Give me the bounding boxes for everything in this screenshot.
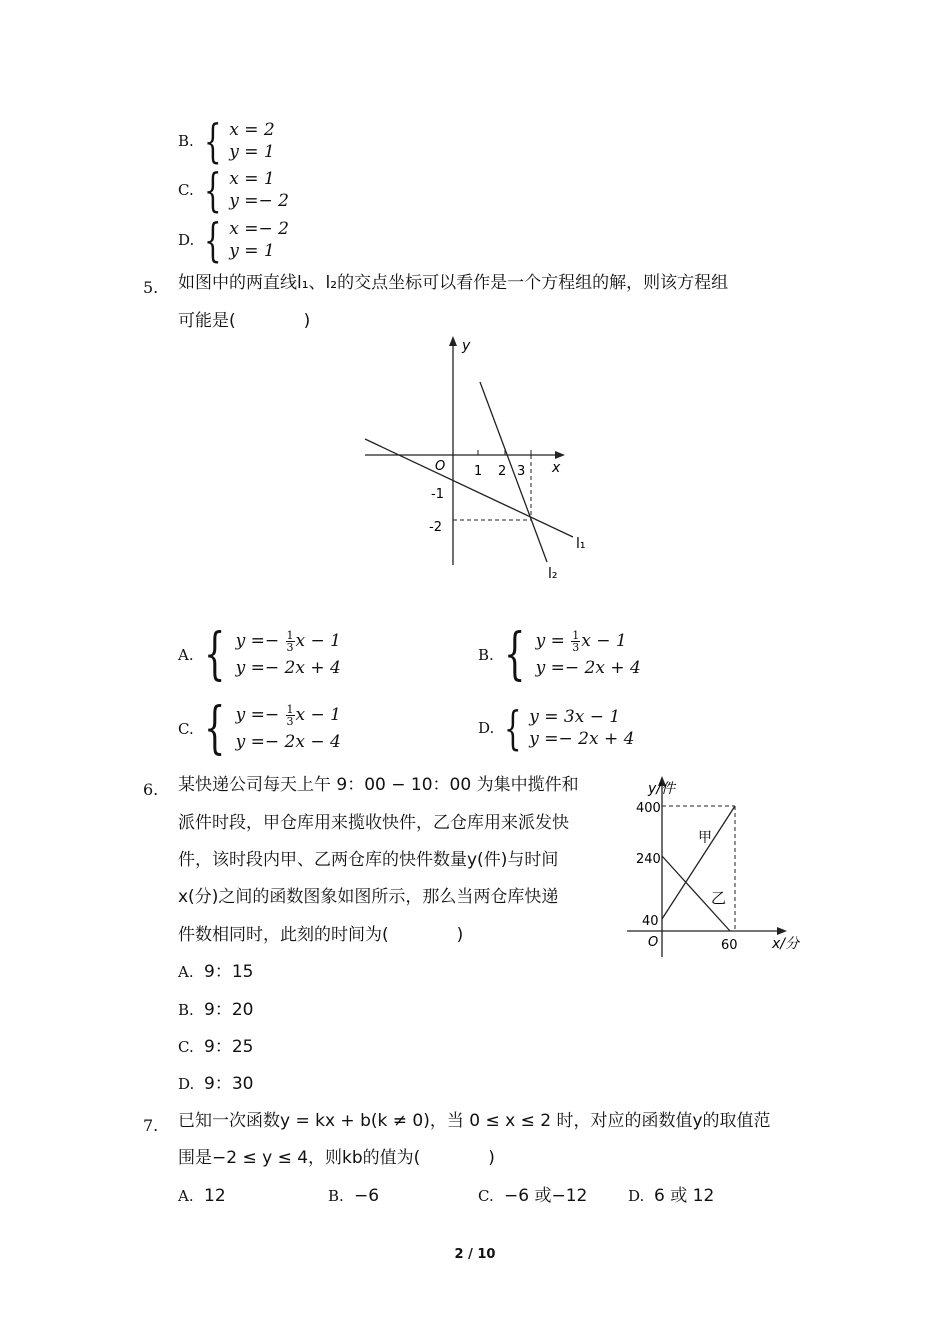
q5-b-line1-pre: y = <box>535 631 571 651</box>
q7-option-b-value: −6 <box>354 1186 380 1206</box>
q7-option-b-label: B. <box>328 1187 344 1205</box>
q4-option-b <box>178 114 275 168</box>
q5-option-a <box>178 622 342 687</box>
frac-den: 3 <box>286 641 294 654</box>
fraction <box>571 630 580 653</box>
q5-ytick-2: -2 <box>429 520 442 535</box>
q5-a-line2: y =− 2x + 4 <box>235 658 341 678</box>
q6-option-b-label: B. <box>178 1001 194 1019</box>
brace: { <box>204 213 222 267</box>
q6-line-1: 某快递公司每天上午 9：00 − 10：00 为集中揽件和 <box>178 775 579 795</box>
brace: { <box>504 622 526 687</box>
frac-num: 1 <box>286 629 294 642</box>
q4-option-c <box>178 163 289 217</box>
page-number: 2 / 10 <box>454 1247 496 1262</box>
q5-c-line1-post: x − 1 <box>295 705 342 725</box>
q5-c-line2: y =− 2x − 4 <box>235 732 341 752</box>
q5-xtick-2: 2 <box>498 464 507 479</box>
q7-line2: 围是−2 ≤ y ≤ 4，则kb的值为( ) <box>178 1148 495 1168</box>
q6-option-d-value: 9：30 <box>204 1074 254 1094</box>
q6-option-b-value: 9：20 <box>204 1000 254 1020</box>
q5-origin: O <box>435 459 446 474</box>
brace: { <box>204 622 226 687</box>
brace: { <box>204 696 226 761</box>
q4-option-b-label: B. <box>178 132 194 150</box>
q4-b-line1: x = 2 <box>229 120 275 140</box>
q7-option-b <box>328 1181 379 1211</box>
q6-ytick-240: 240 <box>636 852 661 867</box>
q5-line2-label: l₂ <box>548 566 558 582</box>
q6-ytick-400: 400 <box>636 801 661 816</box>
q5-text-line1: 如图中的两直线l₁、l₂的交点坐标可以看作是一个方程组的解，则该方程组 <box>178 273 729 293</box>
q5-option-c <box>178 696 342 761</box>
q6-graph <box>622 772 812 962</box>
q6-option-a-value: 9：15 <box>204 962 254 982</box>
brace: { <box>204 163 222 217</box>
q4-b-line2: y = 1 <box>229 142 275 162</box>
q4-d-line1: x =− 2 <box>229 219 289 239</box>
q5-text-line2: 可能是( ) <box>178 311 311 331</box>
q6-line-jia-label: 甲 <box>698 830 712 846</box>
q4-c-line1: x = 1 <box>229 169 275 189</box>
q6-option-a-label: A. <box>178 963 194 981</box>
fraction <box>286 704 295 727</box>
q5-y-label: y <box>462 338 471 354</box>
q6-line-3: 件，该时段内甲、乙两仓库的快件数量y(件)与时间 <box>178 850 559 870</box>
q5-option-d-label: D. <box>478 719 495 737</box>
q6-x-label: x/分 <box>772 936 800 952</box>
q6-option-d-label: D. <box>178 1075 195 1093</box>
q5-a-line1-pre: y =− <box>235 631 285 651</box>
q4-d-line2: y = 1 <box>229 241 275 261</box>
q5-option-b <box>478 622 641 687</box>
q5-number: 5. <box>143 278 159 297</box>
q7-option-c-label: C. <box>478 1187 494 1205</box>
q7-option-c-value: −6 或−12 <box>504 1186 588 1206</box>
q7-option-a <box>178 1181 226 1211</box>
q6-option-c-label: C. <box>178 1038 194 1056</box>
q5-a-line1-post: x − 1 <box>295 631 342 651</box>
q7-option-a-label: A. <box>178 1187 194 1205</box>
q5-option-c-label: C. <box>178 720 194 738</box>
q6-xtick-60: 60 <box>721 938 738 953</box>
q6-line-5: 件数相同时，此刻的时间为( ) <box>178 925 464 945</box>
frac-num: 1 <box>286 703 294 716</box>
q4-c-line2: y =− 2 <box>229 191 289 211</box>
q5-ytick-1: -1 <box>431 487 444 502</box>
q5-xtick-3: 3 <box>517 464 526 479</box>
q6-line-yi-label: 乙 <box>711 889 727 907</box>
fraction <box>286 630 295 653</box>
frac-den: 3 <box>286 715 294 728</box>
q5-d-line1: y = 3x − 1 <box>529 707 621 727</box>
q5-xtick-1: 1 <box>474 464 483 479</box>
q7-number: 7. <box>143 1116 159 1135</box>
q4-option-d <box>178 213 289 267</box>
q5-b-line1-post: x − 1 <box>581 631 627 651</box>
q5-x-label: x <box>552 460 561 476</box>
q7-option-d <box>628 1181 714 1211</box>
q5-line1-label: l₁ <box>576 536 586 552</box>
q6-option-c <box>178 1032 253 1062</box>
brace: { <box>204 114 222 168</box>
q6-option-c-value: 9：25 <box>204 1037 254 1057</box>
q4-option-c-label: C. <box>178 181 194 199</box>
q6-line-4: x(分)之间的函数图象如图所示，那么当两仓库快递 <box>178 887 559 907</box>
q5-option-b-label: B. <box>478 646 494 664</box>
q6-number: 6. <box>143 780 159 799</box>
q5-b-line2: y =− 2x + 4 <box>535 658 641 678</box>
q7-option-d-label: D. <box>628 1187 645 1205</box>
q6-line-2: 派件时段，甲仓库用来揽收快件，乙仓库用来派发快 <box>178 813 569 833</box>
q5-graph <box>355 330 605 590</box>
q7-line1: 已知一次函数y = kx + b(k ≠ 0)，当 0 ≤ x ≤ 2 时，对应的函数值y的取值范 <box>178 1111 771 1131</box>
q5-d-line2: y =− 2x + 4 <box>529 729 635 749</box>
frac-den: 3 <box>572 641 580 654</box>
q6-origin: O <box>648 935 659 950</box>
q7-option-a-value: 12 <box>204 1186 226 1206</box>
brace: { <box>504 701 522 755</box>
q5-option-d <box>478 701 635 755</box>
q6-option-d <box>178 1069 253 1099</box>
q7-option-d-value: 6 或 12 <box>654 1186 715 1206</box>
q6-option-a <box>178 957 253 987</box>
q6-option-b <box>178 995 253 1025</box>
q5-c-line1-pre: y =− <box>235 705 285 725</box>
q7-option-c <box>478 1181 587 1211</box>
q5-option-a-label: A. <box>178 646 194 664</box>
frac-num: 1 <box>572 629 580 642</box>
q4-option-d-label: D. <box>178 231 195 249</box>
q6-ytick-40: 40 <box>642 914 659 929</box>
q6-y-label: y/件 <box>648 781 676 797</box>
